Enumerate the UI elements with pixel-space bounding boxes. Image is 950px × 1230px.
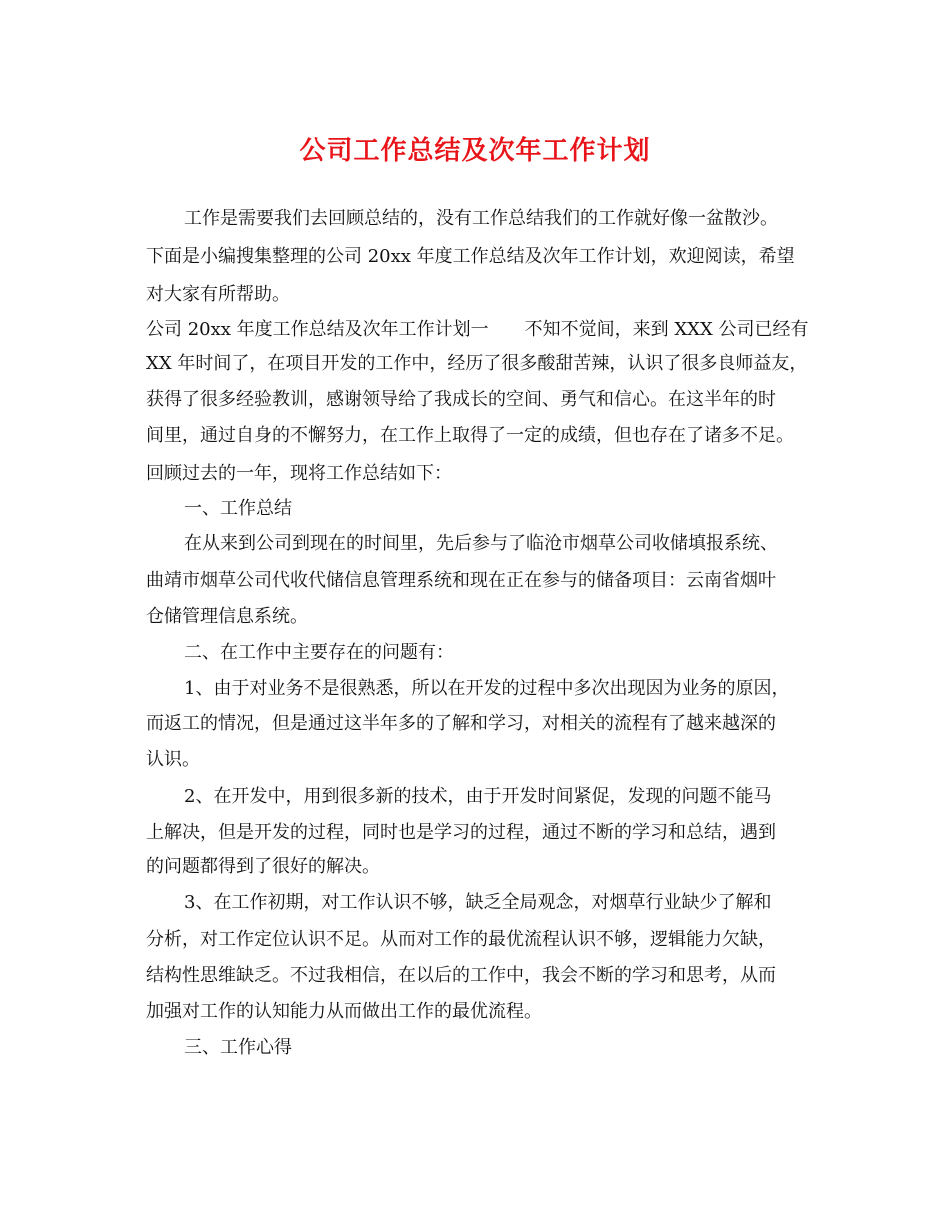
paragraph-line: 在从来到公司到现在的时间里，先后参与了临沧市烟草公司收储填报系统、 — [184, 533, 778, 554]
paragraph-line: 下面是小编搜集整理的公司 20xx 年度工作总结及次年工作计划，欢迎阅读，希望 — [146, 246, 795, 267]
paragraph-line: 间里，通过自身的不懈努力，在工作上取得了一定的成绩，但也存在了诸多不足。 — [146, 425, 794, 446]
paragraph-line: 回顾过去的一年，现将工作总结如下： — [146, 463, 452, 484]
paragraph-line: 对大家有所帮助。 — [146, 284, 290, 305]
paragraph-line: 结构性思维缺乏。不过我相信，在以后的工作中，我会不断的学习和思考，从而 — [146, 965, 776, 986]
paragraph-line: XX 年时间了，在项目开发的工作中，经历了很多酸甜苦辣，认识了很多良师益友， — [146, 353, 808, 374]
paragraph-line: 加强对工作的认知能力从而做出工作的最优流程。 — [146, 1001, 542, 1022]
paragraph-line: 获得了很多经验教训，感谢领导给了我成长的空间、勇气和信心。在这半年的时 — [146, 389, 776, 410]
paragraph-line: 上解决，但是开发的过程，同时也是学习的过程，通过不断的学习和总结，遇到 — [146, 822, 776, 843]
paragraph-line: 公司 20xx 年度工作总结及次年工作计划一 不知不觉间，来到 XXX 公司已经有 — [146, 319, 809, 340]
paragraph-line: 工作是需要我们去回顾总结的，没有工作总结我们的工作就好像一盆散沙。 — [184, 208, 778, 229]
paragraph-line: 3、在工作初期，对工作认识不够，缺乏全局观念，对烟草行业缺少了解和 — [184, 892, 772, 913]
paragraph-line: 的问题都得到了很好的解决。 — [146, 856, 380, 877]
paragraph-line: 分析，对工作定位认识不足。从而对工作的最优流程认识不够，逻辑能力欠缺， — [146, 929, 776, 950]
section-heading: 一、工作总结 — [184, 498, 292, 519]
paragraph-line: 而返工的情况，但是通过这半年多的了解和学习，对相关的流程有了越来越深的 — [146, 713, 776, 734]
paragraph-line: 仓储管理信息系统。 — [146, 606, 308, 627]
paragraph-line: 认识。 — [146, 749, 200, 770]
section-heading: 二、在工作中主要存在的问题有： — [184, 642, 454, 663]
document-title: 公司工作总结及次年工作计划 — [299, 136, 651, 166]
paragraph-line: 2、在开发中，用到很多新的技术，由于开发时间紧促，发现的问题不能马 — [184, 786, 772, 807]
paragraph-line: 曲靖市烟草公司代收代储信息管理系统和现在正在参与的储备项目：云南省烟叶 — [146, 570, 776, 591]
section-heading: 三、工作心得 — [184, 1037, 292, 1058]
paragraph-line: 1、由于对业务不是很熟悉，所以在开发的过程中多次出现因为业务的原因， — [184, 678, 790, 699]
